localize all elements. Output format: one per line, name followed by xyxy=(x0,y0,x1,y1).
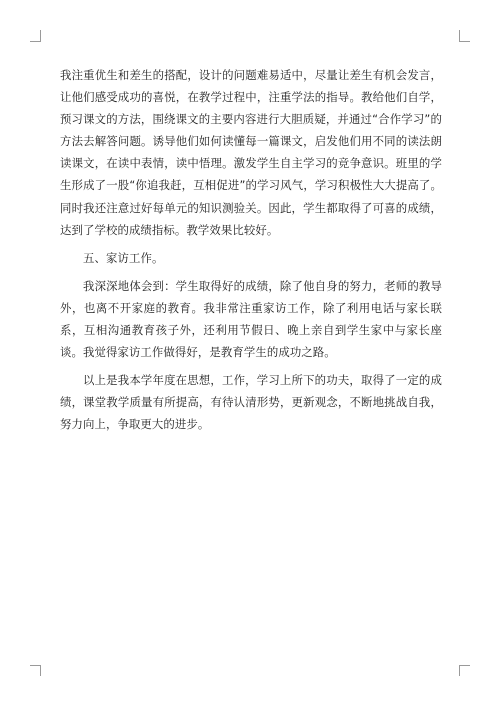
crop-mark-top-left-h xyxy=(30,41,41,42)
crop-mark-top-right-v xyxy=(459,30,460,41)
paragraph-summary: 以上是我本学年度在思想，工作，学习上所下的功夫，取得了一定的成绩，课堂教学质量有所提高，有待认清形势，更新观念，不断地挑战自我，努力向上，争取更大的进步。 xyxy=(60,373,442,432)
section-heading-home-visits: 五、家访工作。 xyxy=(83,250,164,265)
paragraph-home-visits: 我深深地体会到：学生取得好的成绩，除了他自身的努力，老师的教导外，也离不开家庭的教育。我非常注重家访工作，除了利用电话与家长联系，互相沟通教育孩子外，还利用节假日、晚上亲自到学生家中与家长座谈。我觉得家访工作做得好，是教育学生的成功之路。 xyxy=(60,278,442,360)
crop-mark-bottom-right-v xyxy=(459,665,460,676)
crop-mark-top-right-h xyxy=(459,41,470,42)
crop-mark-bottom-right-h xyxy=(459,665,470,666)
crop-mark-top-left-v xyxy=(40,30,41,41)
crop-mark-bottom-left-v xyxy=(40,665,41,676)
document-body xyxy=(60,64,442,436)
paragraph-teaching-methods: 我注重优生和差生的搭配，设计的问题难易适中，尽量让差生有机会发言，让他们感受成功的喜悦，在教学过程中，注重学法的指导。教给他们自学，预习课文的方法，围绕课文的主要内容进行大胆质疑，并通过“合作学习”的方法去解答问题。诱导他们如何读懂每一篇课文，启发他们用不同的读法朗读课文，在读中表情，读中悟理。激发学生自主学习的竞争意识。班里的学生形成了一股“你追我赶，互相促进”的学习风气，学习积极性大大提高了。同时我还注意过好每单元的知识测验关。因此，学生都取得了可喜的成绩，达到了学校的成绩指标。教学效果比较好。 xyxy=(60,68,442,237)
